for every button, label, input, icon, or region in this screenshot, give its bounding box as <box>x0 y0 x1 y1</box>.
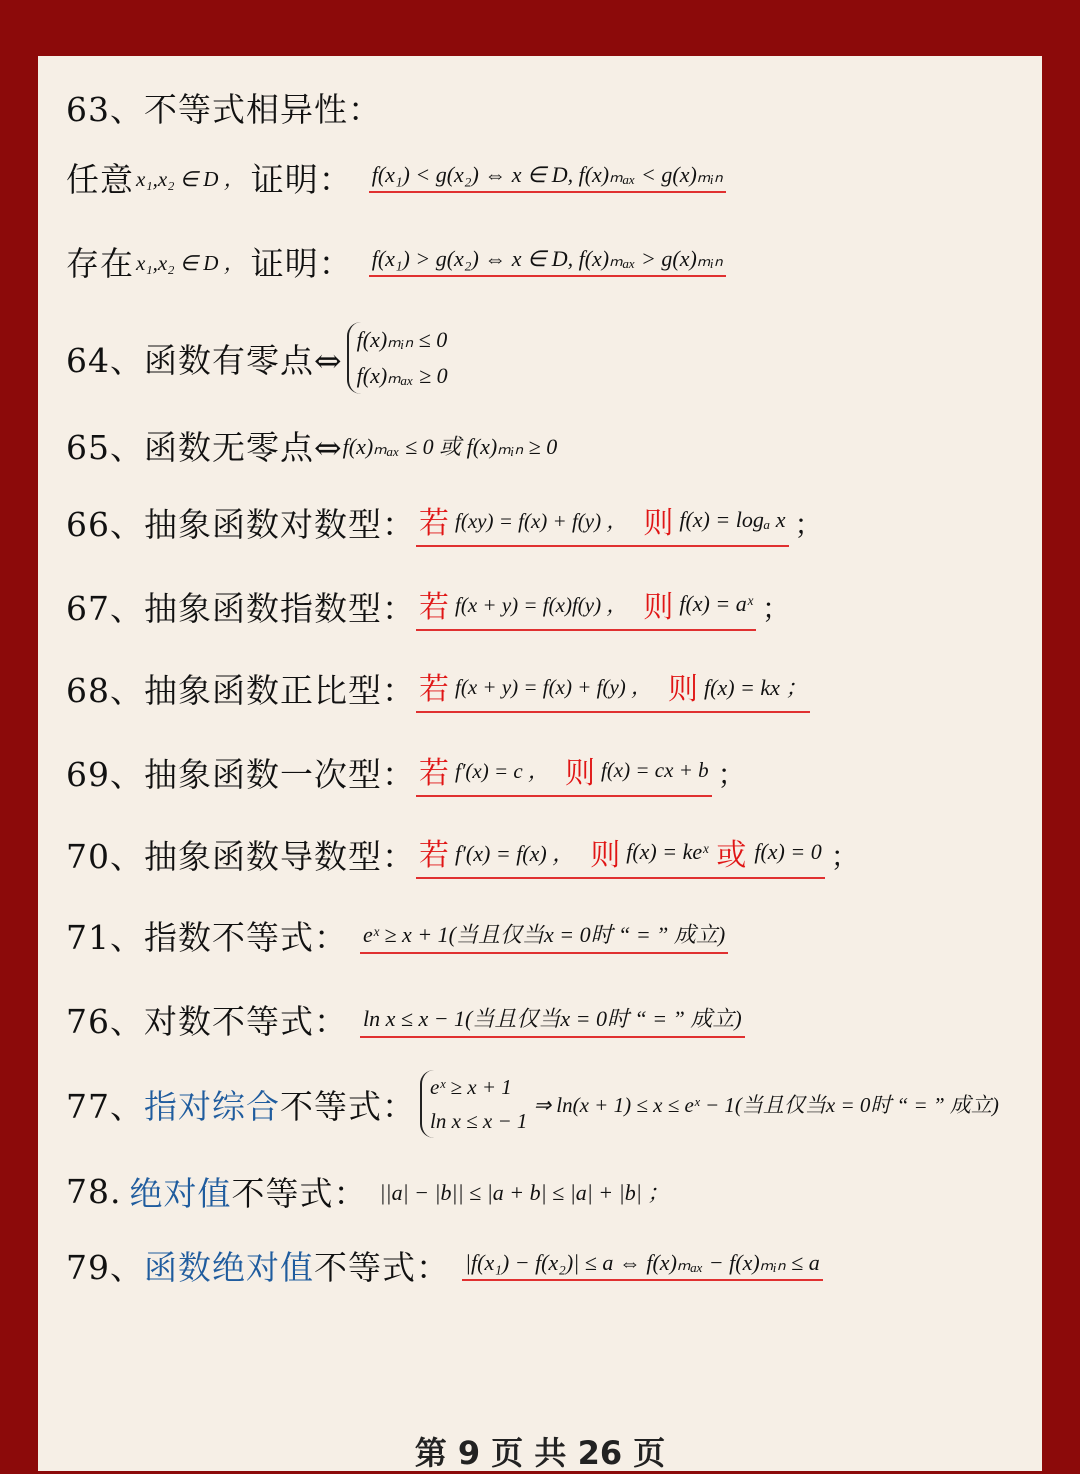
item-79-number: 79、 <box>66 1248 144 1287</box>
then-word: 则 <box>668 672 699 707</box>
then-word: 则 <box>564 756 595 791</box>
item-65 <box>66 422 1032 469</box>
exist-set: x₁,x₂ ∈ D ， <box>136 250 245 275</box>
exist-formula: f(x₁) > g(x₂) ⇔ x ∈ D, f(x)ₘₐₓ > g(x)ₘᵢₙ <box>369 246 726 277</box>
item-77-brace <box>420 1070 527 1138</box>
item-77-highlight: 指对综合 <box>144 1086 280 1126</box>
if-word: 若 <box>419 590 449 625</box>
semicolon: ； <box>830 839 859 873</box>
item-76-formula: ln x ≤ x − 1(当且仅当x = 0时 “ = ” 成立) <box>360 1002 745 1038</box>
item-77-line1: eˣ ≥ x + 1 <box>430 1075 512 1099</box>
item-68-result: f(x) = kx ； <box>704 674 808 700</box>
semicolon: ； <box>761 591 790 625</box>
if-word: 若 <box>419 672 449 707</box>
item-70-result-2: f(x) = 0 <box>754 839 822 864</box>
item-63 <box>66 84 1032 131</box>
item-64 <box>66 322 1032 394</box>
item-68 <box>66 664 1032 713</box>
any-label: 任意 <box>66 160 134 199</box>
item-78-label: 不等式： <box>231 1174 368 1213</box>
any-set: x₁,x₂ ∈ D ， <box>136 166 245 191</box>
item-64-line2: f(x)ₘₐₓ ≥ 0 <box>356 363 448 388</box>
item-67-underline <box>416 582 756 631</box>
item-66-cond: f(xy) = f(x) + f(y) ， <box>455 509 628 533</box>
any-formula: f(x₁) < g(x₂) ⇔ x ∈ D, f(x)ₘₐₓ < g(x)ₘᵢₙ <box>369 162 726 193</box>
item-67-label: 67、抽象函数指数型： <box>66 589 416 628</box>
item-65-label: 65、函数无零点⇔ <box>66 428 343 467</box>
item-78-formula: ||a| − |b|| ≤ |a + b| ≤ |a| + |b| ； <box>379 1180 670 1205</box>
item-67-cond: f(x + y) = f(x)f(y) ， <box>455 593 628 617</box>
page-number: 第 9 页 共 26 页 <box>414 1434 666 1472</box>
if-word: 若 <box>419 756 449 791</box>
item-68-cond: f(x + y) = f(x) + f(y) ， <box>455 675 653 699</box>
item-76 <box>66 996 1032 1043</box>
item-64-brace <box>347 322 448 394</box>
item-70-underline <box>416 830 825 879</box>
item-69-cond: f′(x) = c ， <box>455 759 549 783</box>
item-70-label: 70、抽象函数导数型： <box>66 837 416 876</box>
proof-label: 证明： <box>250 244 353 283</box>
item-65-formula: f(x)ₘₐₓ ≤ 0 或 f(x)ₘᵢₙ ≥ 0 <box>342 434 558 459</box>
item-64-line1: f(x)ₘᵢₙ ≤ 0 <box>356 327 448 352</box>
item-71-label: 71、指数不等式： <box>66 918 348 957</box>
item-66-result: f(x) = logₐ x <box>679 507 786 532</box>
exist-label: 存在 <box>66 244 134 283</box>
item-69 <box>66 748 1032 797</box>
then-word: 则 <box>643 506 674 541</box>
item-76-label: 76、对数不等式： <box>66 1002 348 1041</box>
item-78-highlight: 绝对值 <box>129 1174 232 1213</box>
document-page <box>38 56 1042 1471</box>
item-63-label: 63、不等式相异性： <box>66 90 382 129</box>
item-78-number: 78. <box>66 1172 122 1211</box>
item-71 <box>66 912 1032 959</box>
item-69-underline <box>416 748 712 797</box>
item-69-label: 69、抽象函数一次型： <box>66 755 416 794</box>
item-68-label: 68、抽象函数正比型： <box>66 671 416 710</box>
item-70-result-1: f(x) = keˣ <box>626 839 709 864</box>
item-79-highlight: 函数绝对值 <box>144 1248 314 1287</box>
item-67 <box>66 582 1032 631</box>
item-66-underline <box>416 498 789 547</box>
item-79 <box>66 1242 1032 1289</box>
item-68-underline <box>416 664 810 713</box>
item-64-label: 64、函数有零点⇔ <box>66 340 343 380</box>
then-word: 则 <box>643 590 674 625</box>
item-77-line2: ln x ≤ x − 1 <box>430 1109 528 1133</box>
item-70 <box>66 830 1032 879</box>
item-71-formula: eˣ ≥ x + 1(当且仅当x = 0时 “ = ” 成立) <box>360 918 728 954</box>
or-word: 或 <box>716 838 747 873</box>
semicolon: ； <box>717 757 746 791</box>
item-63-any <box>66 154 1032 201</box>
item-63-exist <box>66 238 1032 285</box>
item-77-formula: ⇒ ln(x + 1) ≤ x ≤ eˣ − 1(当且仅当x = 0时 “ = ” 成立) <box>533 1093 999 1117</box>
then-word: 则 <box>590 838 621 873</box>
item-77-label: 不等式： <box>280 1086 416 1126</box>
item-79-label: 不等式： <box>314 1248 450 1287</box>
item-66-label: 66、抽象函数对数型： <box>66 505 416 544</box>
proof-label: 证明： <box>250 160 353 199</box>
item-77 <box>66 1070 1032 1138</box>
item-66 <box>66 498 1032 547</box>
item-78 <box>66 1168 1032 1215</box>
item-70-cond: f′(x) = f(x) ， <box>455 840 575 866</box>
item-69-result: f(x) = cx + b <box>600 757 709 782</box>
if-word: 若 <box>419 838 449 873</box>
if-word: 若 <box>419 506 449 541</box>
item-77-number: 77、 <box>66 1086 144 1126</box>
item-67-result: f(x) = aˣ <box>679 591 753 616</box>
semicolon: ； <box>794 507 823 541</box>
item-79-formula: |f(x₁) − f(x₂)| ≤ a ⇔ f(x)ₘₐₓ − f(x)ₘᵢₙ ≤ a <box>462 1250 823 1281</box>
